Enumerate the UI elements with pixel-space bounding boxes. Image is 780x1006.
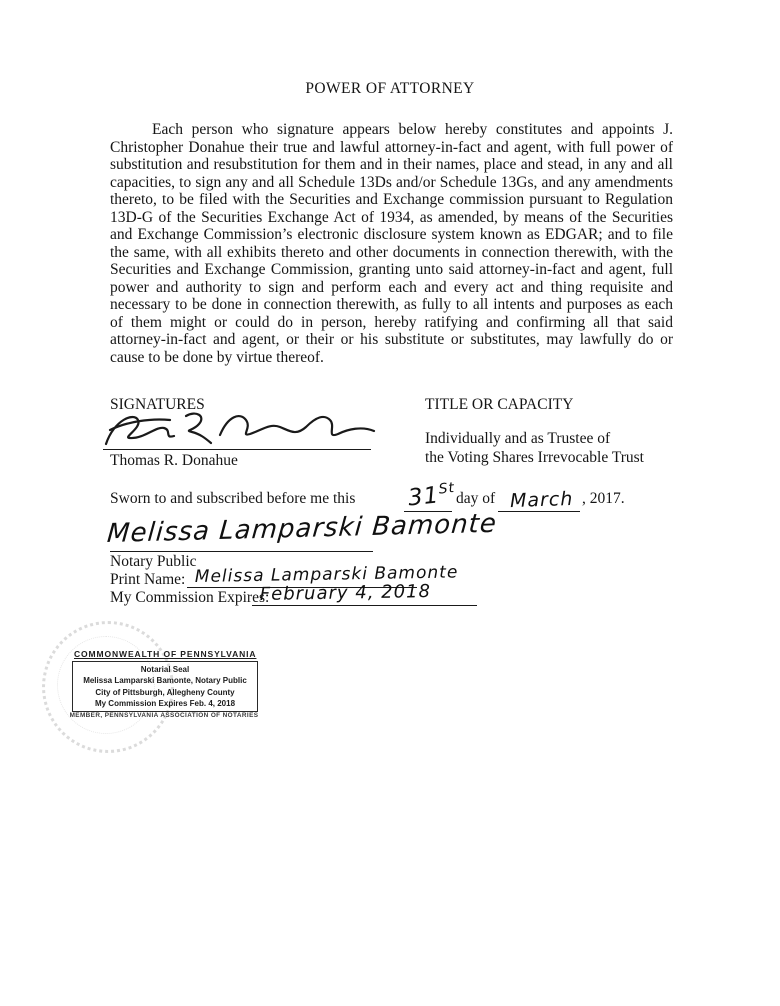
seal-commonwealth-line: COMMONWEALTH OF PENNSYLVANIA (74, 649, 257, 659)
capacity-line-2: the Voting Shares Irrevocable Trust (425, 449, 644, 466)
day-ordinal: St (437, 479, 456, 498)
title-or-capacity-heading: TITLE OR CAPACITY (425, 396, 574, 413)
print-name-value: Melissa Lamparski Bamonte (194, 562, 459, 587)
signatures-heading: SIGNATURES (110, 396, 205, 413)
notary-signature-line (110, 551, 373, 552)
commission-expires-value: February 4, 2018 (259, 581, 432, 605)
seal-box-line-3: City of Pittsburgh, Allegheny County (95, 687, 235, 697)
month-field-value: March (509, 487, 574, 513)
body-paragraph: Each person who signature appears below hereby constitutes and appoints J. Christopher Donahue their true and lawful attorney-in-fact and agent, with full power of substitution and resubstitution for them and in their names, place and stead, in any and all capacities, to sign any and all Schedule 13Ds and/or Schedule 13Gs, and any amendments thereto, to be filed with the Securities and Exchange commission pursuant to Regulation 13D-G of the Securities Exchange Act of 1934, as amended, by means of the Securities and Exchange Commission’s electronic disclosure system known as EDGAR; and to file the same, with all exhibits thereto and other documents in connection therewith, with the Securities and Exchange Commission, granting unto said attorney-in-fact and agent, full power and authority to sign and perform each and every act and thing requisite and necessary to be done in connection therewith, as fully to all intents and purposes as each of them might or could do in person, hereby ratifying and confirming all that said attorney-in-fact and agent, or their or his substitute or substitutes, may lawfully do or cause to be done by virtue thereof. (110, 121, 673, 366)
page-title: POWER OF ATTORNEY (305, 80, 475, 97)
seal-box-line-1: Notarial Seal (140, 664, 190, 674)
sworn-statement-year: , 2017. (582, 490, 625, 507)
day-number: 31 (406, 482, 441, 512)
notary-signature: Melissa Lamparski Bamonte (106, 508, 499, 549)
print-name-label: Print Name: (110, 571, 186, 588)
capacity-line-1: Individually and as Trustee of (425, 430, 611, 447)
sworn-statement-prefix: Sworn to and subscribed before me this (110, 490, 356, 507)
day-field-value (407, 481, 457, 512)
signer-signature-scrawl (100, 408, 380, 452)
seal-box-line-2: Melissa Lamparski Bamonte, Notary Public (83, 676, 247, 685)
signer-printed-name: Thomas R. Donahue (110, 452, 238, 469)
notary-seal-box (72, 661, 258, 712)
commission-expires-line (252, 605, 477, 606)
seal-member-line: MEMBER, PENNSYLVANIA ASSOCIATION OF NOTARIES (69, 712, 259, 719)
signature-line (103, 449, 371, 450)
sworn-statement-middle: day of (456, 490, 496, 507)
notary-public-label: Notary Public (110, 553, 197, 570)
commission-expires-label: My Commission Expires: (110, 589, 270, 606)
seal-box-line-4: My Commission Expires Feb. 4, 2018 (94, 699, 236, 708)
